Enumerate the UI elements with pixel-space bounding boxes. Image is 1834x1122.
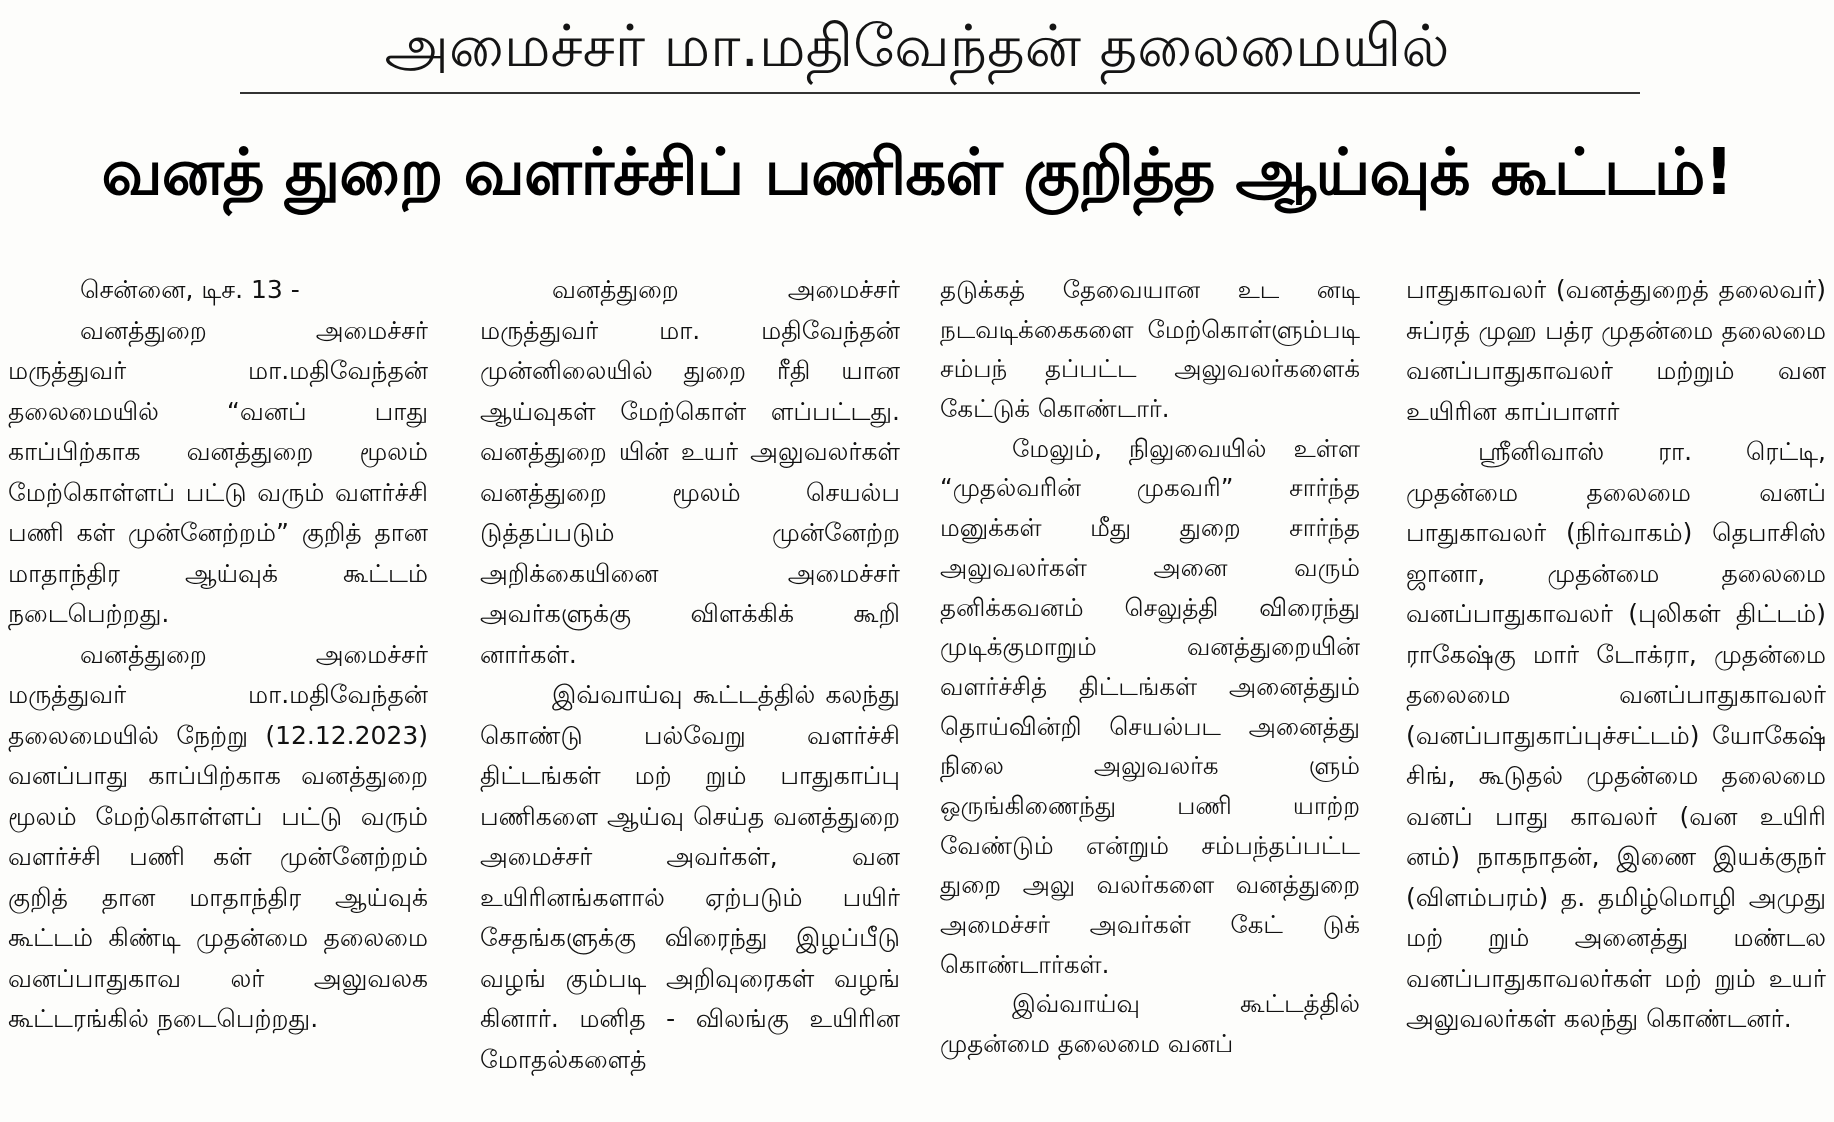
paragraph: இவ்வாய்வு கூட்டத்தில் முதன்மை தலைமை வனப் — [940, 989, 1360, 1059]
paragraph: வனத்துறை அமைச்சர் மருத்துவர் மா.மதிவேந்தன் தலைமையில் “வனப் பாது காப்பிற்காக வனத்துறை மூலம் மேற்கொள்ளப் பட்டு வரும் வளர்ச்சி பணி கள் முன்னேற்றம்” குறித் தான மாதாந்திர ஆய்வுக் கூட்டம் நடைபெற்றது. — [8, 315, 428, 628]
article-kicker: அமைச்சர் மா.மதிவேந்தன் தலைமையில் — [384, 12, 1450, 80]
paragraph: தடுக்கத் தேவையான உட னடி நடவடிக்கைகளை மேற்கொள்ளும்படி சம்பந் தப்பட்ட அலுவலர்களைக் கேட்டுக் கொண்டார். — [940, 275, 1360, 424]
paragraph: வனத்துறை அமைச்சர் மருத்துவர் மா. மதிவேந்தன் முன்னிலையில் துறை ரீதி யான ஆய்வுகள் மேற்கொள் ளப்பட்டது. வனத்துறை யின் உயர் அலுவலர்கள் வனத்துறை மூலம் செயல்ப டுத்தப்படும் முன்னேற்ற அறிக்கையினை அமைச்சர் அவர்களுக்கு விளக்கிக் கூறி னார்கள். — [480, 275, 900, 669]
paragraph: இவ்வாய்வு கூட்டத்தில் கலந்து கொண்டு பல்வேறு வளர்ச்சி திட்டங்கள் மற் றும் பாதுகாப்பு பணிகளை ஆய்வு செய்த வனத்துறை அமைச்சர் அவர்கள், வன உயிரினங்களால் ஏற்படும் பயிர் சேதங்களுக்கு விரைந்து இழப்பீடு வழங் கும்படி அறிவுரைகள் வழங் கினார். மனித - விலங்கு உயிரின மோதல்களைத் — [480, 680, 900, 1074]
article-column-4 — [1406, 270, 1826, 1120]
article-body — [8, 270, 1830, 1120]
paragraph: மேலும், நிலுவையில் உள்ள “முதல்வரின் முகவரி” சார்ந்த மனுக்கள் மீது துறை சார்ந்த அலுவலர்கள் அனை வரும் தனிக்கவனம் செலுத்தி விரைந்து முடிக்குமாறும் வனத்துறையின் வளர்ச்சித் திட்டங்கள் அனைத்தும் தொய்வின்றி செயல்பட அனைத்து நிலை அலுவலர்க ளும் ஒருங்கிணைந்து பணி யாற்ற வேண்டும் என்றும் சம்பந்தப்பட்ட துறை அலு வலர்களை வனத்துறை அமைச்சர் அவர்கள் கேட் டுக் கொண்டார்கள். — [940, 433, 1360, 979]
article-headline: வனத் துறை வளர்ச்சிப் பணிகள் குறித்த ஆய்வுக் கூட்டம்! — [101, 136, 1733, 210]
paragraph: வனத்துறை அமைச்சர் மருத்துவர் மா.மதிவேந்தன் தலைமையில் நேற்று (12.12.2023) வனப்பாது காப்பிற்காக வனத்துறை மூலம் மேற்கொள்ளப் பட்டு வரும் வளர்ச்சி பணி கள் முன்னேற்றம் குறித் தான மாதாந்திர ஆய்வுக் கூட்டம் கிண்டி முதன்மை தலைமை வனப்பாதுகாவ லர் அலுவலக கூட்டரங்கில் நடைபெற்றது. — [8, 639, 428, 1033]
article-column-1 — [8, 270, 428, 1120]
dateline: சென்னை, டிச. 13 - — [80, 275, 300, 304]
article-column-2 — [480, 270, 900, 1120]
paragraph: பாதுகாவலர் (வனத்துறைத் தலைவர்) சுப்ரத் முஹ பத்ர முதன்மை தலைமை வனப்பாதுகாவலர் மற்றும் வன உயிரின காப்பாளர் — [1406, 275, 1826, 426]
article-column-3 — [940, 270, 1360, 1120]
paragraph: ஸ்ரீனிவாஸ் ரா. ரெட்டி, முதன்மை தலைமை வனப் பாதுகாவலர் (நிர்வாகம்) தெபாசிஸ் ஜானா, முதன்மை தலைமை வனப்பாதுகாவலர் (புலிகள் திட்டம்) ராகேஷ்கு மார் டோக்ரா, முதன்மை தலைமை வனப்பாதுகாவலர் (வனப்பாதுகாப்புச்சட்டம்) யோகேஷ் சிங், கூடுதல் முதன்மை தலைமை வனப் பாது காவலர் (வன உயிரி னம்) நாகநாதன், இணை இயக்குநர் (விளம்பரம்) த. தமிழ்மொழி அமுது மற் றும் அனைத்து மண்டல வனப்பாதுகாவலர்கள் மற் றும் உயர் அலுவலர்கள் கலந்து கொண்டனர். — [1406, 437, 1826, 1033]
kicker-divider — [240, 92, 1640, 94]
